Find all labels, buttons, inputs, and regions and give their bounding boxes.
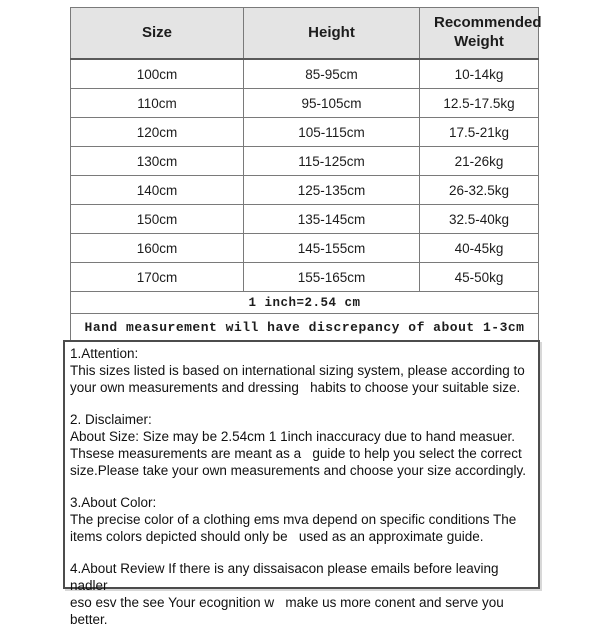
weight-cell: 40-45kg [420, 234, 539, 263]
note-line: items colors depicted should only be used as an approximate guide. [70, 529, 484, 544]
size-cell: 100cm [71, 59, 244, 89]
size-cell: 140cm [71, 176, 244, 205]
height-cell: 95-105cm [244, 89, 420, 118]
size-cell: 130cm [71, 147, 244, 176]
table-row [71, 147, 539, 176]
height-cell: 155-165cm [244, 263, 420, 292]
weight-cell: 10-14kg [420, 59, 539, 89]
table-row [71, 205, 539, 234]
table-row [71, 234, 539, 263]
size-cell: 160cm [71, 234, 244, 263]
note-line: The precise color of a clothing ems mva depend on specific conditions The [70, 512, 517, 527]
height-cell: 135-145cm [244, 205, 420, 234]
note-line: 1.Attention: [70, 346, 139, 361]
column-header-height: Height [244, 8, 420, 60]
notes-box [63, 340, 540, 627]
discrepancy-note: Hand measurement will have discrepancy of about 1-3cm [71, 314, 539, 341]
column-header-size: Size [71, 8, 244, 60]
note-section-about-color [70, 494, 533, 545]
table-row [71, 118, 539, 147]
note-line: 2. Disclaimer: [70, 412, 152, 427]
size-cell: 110cm [71, 89, 244, 118]
column-header-recommended-weight: Recommended Weight [420, 8, 539, 60]
table-header-row [71, 8, 539, 60]
table-row [71, 263, 539, 292]
weight-cell: 26-32.5kg [420, 176, 539, 205]
conversion-note-row [71, 292, 539, 314]
height-cell: 85-95cm [244, 59, 420, 89]
note-line: This sizes listed is based on international sizing system, please according to [70, 363, 525, 378]
note-line: About Size: Size may be 2.54cm 1 1inch inaccuracy due to hand measuer. [70, 429, 516, 444]
size-chart-table [70, 7, 542, 341]
note-line: size.Please take your own measurements and choose your size accordingly. [70, 463, 526, 478]
note-section-about-review [70, 560, 533, 628]
size-cell: 170cm [71, 263, 244, 292]
weight-cell: 21-26kg [420, 147, 539, 176]
weight-cell: 17.5-21kg [420, 118, 539, 147]
height-cell: 145-155cm [244, 234, 420, 263]
table-row [71, 59, 539, 89]
weight-cell: 12.5-17.5kg [420, 89, 539, 118]
table-row [71, 176, 539, 205]
height-cell: 115-125cm [244, 147, 420, 176]
note-section-disclaimer [70, 411, 533, 479]
note-line: Thsese measurements are meant as a guide to help you select the correct [70, 446, 522, 461]
note-line: 4.About Review If there is any dissaisacon please emails before leaving nadler [70, 561, 503, 593]
table-row [71, 89, 539, 118]
height-cell: 105-115cm [244, 118, 420, 147]
weight-cell: 45-50kg [420, 263, 539, 292]
size-cell: 120cm [71, 118, 244, 147]
size-cell: 150cm [71, 205, 244, 234]
note-line: eso esv the see Your ecognition w make us more conent and serve you better. [70, 595, 508, 627]
note-section-attention [70, 345, 533, 396]
height-cell: 125-135cm [244, 176, 420, 205]
weight-cell: 32.5-40kg [420, 205, 539, 234]
conversion-note: 1 inch=2.54 cm [71, 292, 539, 314]
note-line: your own measurements and dressing habits to choose your suitable size. [70, 380, 521, 395]
note-line: 3.About Color: [70, 495, 157, 510]
discrepancy-note-row [71, 314, 539, 341]
